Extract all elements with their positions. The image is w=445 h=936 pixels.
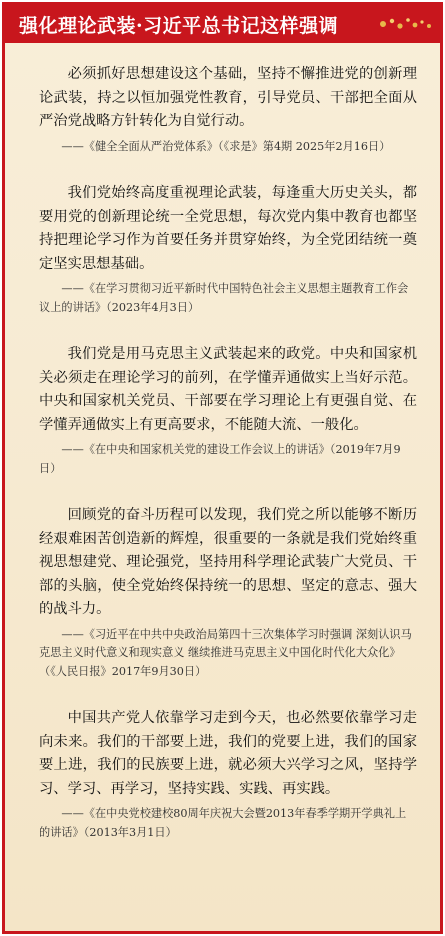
quote-text: 我们党是用马克思主义武装起来的政党。中央和国家机关必须走在理论学习的前列，在学懂弄通做实上当好示范。中央和国家机关党员、干部要在学习理论上有更强自觉、在学懂弄通做实上有更高要求，不能随大流、一般化。 <box>39 346 417 433</box>
gold-dots-ornament-icon <box>377 13 435 35</box>
quote-block <box>39 343 417 478</box>
quote-text: 我们党始终高度重视理论武装，每逢重大历史关头，都要用党的创新理论统一全党思想，每次党内集中教育也都坚持把理论学习作为首要任务并贯穿始终，为全党团结统一奠定坚实思想基础。 <box>39 185 417 272</box>
quote-source: ——《健全全面从严治党体系》（《求是》第4期 2025年2月16日） <box>61 139 391 153</box>
quote-text: 回顾党的奋斗历程可以发现，我们党之所以能够不断历经艰难困苦创造新的辉煌，很重要的一条就是我们党始终重视思想建党、理论强党，坚持用科学理论武装广大党员、干部的头脑，使全党始终保持统一的思想、坚定的意志、强大的战斗力。 <box>39 507 417 617</box>
quote-text: 中国共产党人依靠学习走到今天，也必然要依靠学习走向未来。我们的干部要上进，我们的党要上进，我们的国家要上进，我们的民族要上进，就必须大兴学习之风，坚持学习、学习、再学习，坚持实践、实践、再实践。 <box>39 710 417 797</box>
quote-block <box>39 182 417 317</box>
article-frame <box>2 2 443 934</box>
quote-source: ——《习近平在中共中央政治局第四十三次集体学习时强调 深刻认识马克思主义时代意义和现实意义 继续推进马克思主义中国化时代化大众化》（《人民日报》2017年9月30日） <box>39 627 412 678</box>
title-banner <box>5 5 440 43</box>
quote-block <box>39 707 417 842</box>
quote-block <box>39 504 417 681</box>
quote-source: ——《在学习贯彻习近平新时代中国特色社会主义思想主题教育工作会议上的讲话》（2023年4月3日） <box>39 282 409 314</box>
quote-text: 必须抓好思想建设这个基础，坚持不懈推进党的创新理论武装，持之以恒加强党性教育，引导党员、干部把全面从严治党战略方针转化为自觉行动。 <box>39 66 417 129</box>
quote-block <box>39 63 417 156</box>
quote-source: ——《在中央党校建校80周年庆祝大会暨2013年春季学期开学典礼上的讲话》（2013年3月1日） <box>39 807 407 839</box>
quotes-list <box>39 63 417 868</box>
quote-source: ——《在中央和国家机关党的建设工作会议上的讲话》（2019年7月9日） <box>39 443 401 475</box>
page-title: 强化理论武装·习近平总书记这样强调 <box>19 15 339 37</box>
